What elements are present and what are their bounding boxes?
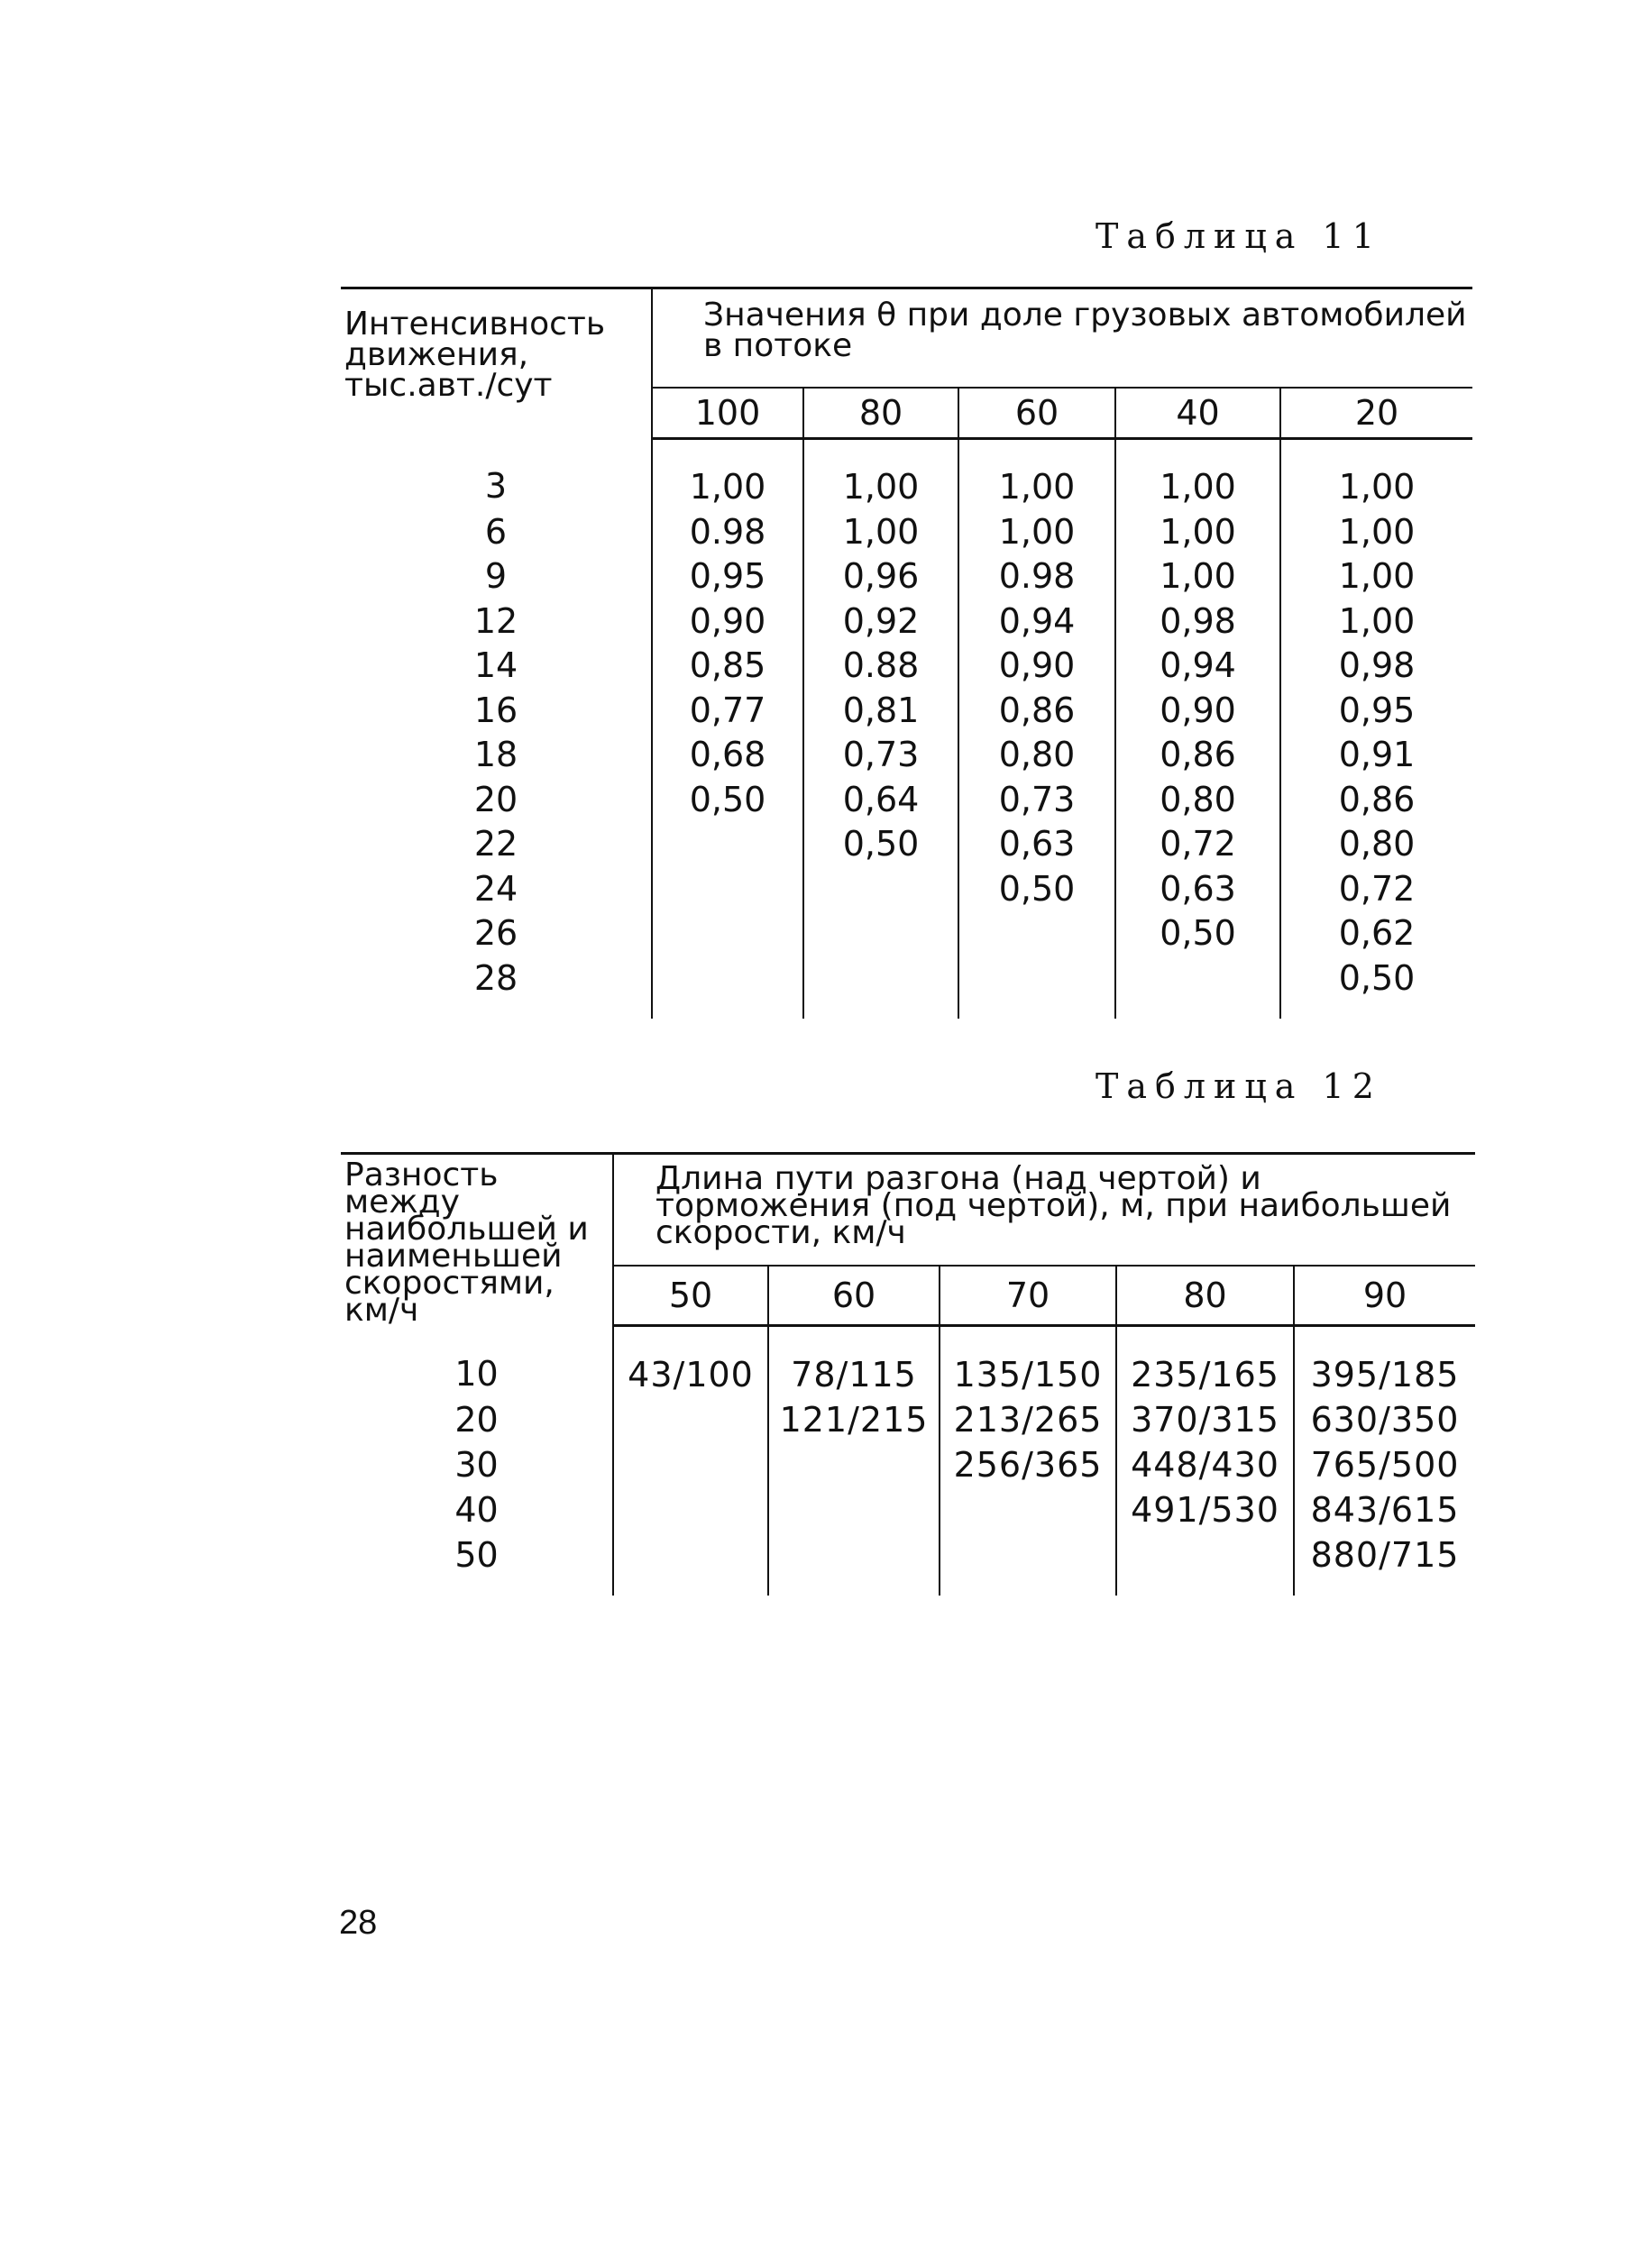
- table-11-cell: [652, 956, 803, 1020]
- table-11-cell: 0,72: [1280, 867, 1472, 912]
- table-12-cell: [613, 1442, 768, 1487]
- table-11-row-label: 6: [484, 511, 508, 552]
- table-12-row: [341, 1532, 1475, 1596]
- table-11-cell: [803, 911, 958, 956]
- table-11-cell: 0,50: [1280, 956, 1472, 1020]
- table-11-cell: [652, 911, 803, 956]
- table-12-caption: Таблица 12: [1096, 1066, 1382, 1106]
- table-12-cell: 370/315: [1116, 1397, 1294, 1442]
- table-12-cell: 630/350: [1294, 1397, 1475, 1442]
- table-11-cell: 0,94: [958, 599, 1115, 645]
- table-11-cell: 1,00: [958, 510, 1115, 555]
- table-11-cell: [958, 956, 1115, 1020]
- table-11-cell: 1,00: [1280, 510, 1472, 555]
- table-11-cell: 0,91: [1280, 733, 1472, 778]
- table-11-cell: [1115, 956, 1280, 1020]
- table-11-cell: 1,00: [1280, 554, 1472, 599]
- table-11-cell: 1,00: [803, 510, 958, 555]
- table-11-row: [341, 867, 1472, 912]
- table-11-cell: 0,50: [958, 867, 1115, 912]
- table-11-row: [341, 689, 1472, 734]
- table-11-cell: 0.98: [652, 510, 803, 555]
- table-11-col-header: 80: [803, 388, 958, 439]
- table-11-cell: 1,00: [958, 439, 1115, 510]
- table-11-row-label: 14: [473, 645, 518, 685]
- table-12: [341, 1152, 1475, 1596]
- table-12-col-header: 90: [1294, 1266, 1475, 1326]
- table-12-cell: 880/715: [1294, 1532, 1475, 1596]
- table-11-cell: 0,80: [1280, 822, 1472, 867]
- table-12-row-label: 10: [454, 1353, 499, 1394]
- table-11-row-label: 20: [473, 779, 518, 819]
- table-11-row-label: 9: [484, 556, 508, 596]
- table-11-cell: 0.88: [803, 644, 958, 689]
- table-11-cell: 0,95: [652, 554, 803, 599]
- table-11: [341, 287, 1472, 1019]
- table-12-cell: [613, 1532, 768, 1596]
- table-12-col-header: 70: [940, 1266, 1116, 1326]
- table-12-cell: 765/500: [1294, 1442, 1475, 1487]
- table-11-cell: 0,86: [1115, 733, 1280, 778]
- table-12-body: [341, 1326, 1475, 1596]
- table-11-cell: 0,85: [652, 644, 803, 689]
- table-11-cell: 0,80: [1115, 778, 1280, 823]
- table-11-row-label: 18: [473, 735, 518, 774]
- table-12-cell: 43/100: [613, 1326, 768, 1398]
- table-11-row-label: 12: [473, 600, 518, 641]
- table-11-cell: 1,00: [1280, 599, 1472, 645]
- table-11-row-label: 16: [473, 690, 518, 730]
- table-12-group-header: Длина пути разгона (над чертой) и торможения (под чертой), м, при наибольшей скорости, км/ч: [613, 1154, 1475, 1267]
- table-11-col-header: 100: [652, 388, 803, 439]
- table-11-row: [341, 599, 1472, 645]
- table-11-cell: 0,72: [1115, 822, 1280, 867]
- table-11-cell: 0,63: [1115, 867, 1280, 912]
- table-12-cell: [768, 1442, 940, 1487]
- table-11-cell: 0,50: [1115, 911, 1280, 956]
- table-11-cell: 0.98: [958, 554, 1115, 599]
- table-11-cell: 0,90: [1115, 689, 1280, 734]
- table-11-cell: 0,73: [803, 733, 958, 778]
- table-11-cell: 1,00: [1115, 510, 1280, 555]
- table-11-cell: 0,64: [803, 778, 958, 823]
- table-11-cell: 0,98: [1280, 644, 1472, 689]
- table-12-cell: 235/165: [1116, 1326, 1294, 1398]
- table-11-row-label: 24: [473, 868, 518, 909]
- table-12-cell: [1116, 1532, 1294, 1596]
- table-12-cell: 135/150: [940, 1326, 1116, 1398]
- table-11-cell: [803, 867, 958, 912]
- table-11-cell: 0,86: [1280, 778, 1472, 823]
- table-11-cell: 0,98: [1115, 599, 1280, 645]
- table-11-cell: 0,73: [958, 778, 1115, 823]
- table-12-cell: 213/265: [940, 1397, 1116, 1442]
- table-11-cell: 1,00: [1115, 439, 1280, 510]
- table-11-cell: 0,86: [958, 689, 1115, 734]
- table-12-row-label: 30: [454, 1445, 499, 1485]
- table-11-cell: [652, 822, 803, 867]
- table-11-row-header: Интенсивность движения, тыс.авт./сут: [344, 306, 606, 404]
- table-11-cell: 0,62: [1280, 911, 1472, 956]
- table-12-cell: 448/430: [1116, 1442, 1294, 1487]
- table-11-cell: 1,00: [803, 439, 958, 510]
- table-11-col-header: 20: [1280, 388, 1472, 439]
- table-11-row: [341, 510, 1472, 555]
- table-11-cell: 0,96: [803, 554, 958, 599]
- table-12-col-header: 80: [1116, 1266, 1294, 1326]
- table-12-cell: [940, 1487, 1116, 1532]
- table-12-cell: [613, 1397, 768, 1442]
- table-12-cell: [613, 1487, 768, 1532]
- table-12-col-header: 60: [768, 1266, 940, 1326]
- table-11-row-label: 26: [473, 913, 518, 953]
- table-11-row-label: 22: [473, 824, 518, 864]
- table-11-cell: 0,92: [803, 599, 958, 645]
- table-12-cell: 843/615: [1294, 1487, 1475, 1532]
- table-11-row: [341, 822, 1472, 867]
- table-11-cell: 1,00: [652, 439, 803, 510]
- table-11-cell: [803, 956, 958, 1020]
- table-11-cell: 0,50: [803, 822, 958, 867]
- table-11-row-label: 28: [473, 957, 518, 998]
- table-12-cell: 121/215: [768, 1397, 940, 1442]
- table-11-row: [341, 644, 1472, 689]
- table-12-cell: 256/365: [940, 1442, 1116, 1487]
- table-11-cell: 1,00: [1115, 554, 1280, 599]
- table-12-cell: [768, 1487, 940, 1532]
- table-12-cell: 395/185: [1294, 1326, 1475, 1398]
- table-12-row-header: Разность между наибольшей и наименьшей скоростями, км/ч: [344, 1157, 589, 1329]
- table-11-cell: 0,95: [1280, 689, 1472, 734]
- table-11-cell: 0,90: [652, 599, 803, 645]
- table-11-col-header: 40: [1115, 388, 1280, 439]
- table-11-cell: 0,77: [652, 689, 803, 734]
- table-11-cell: 0,81: [803, 689, 958, 734]
- table-12-col-header: 50: [613, 1266, 768, 1326]
- table-12-row: [341, 1326, 1475, 1398]
- table-12-row: [341, 1487, 1475, 1532]
- table-11-cell: 0,80: [958, 733, 1115, 778]
- table-11-cell: [652, 867, 803, 912]
- table-11-body: [341, 439, 1472, 1020]
- table-11-caption: Таблица 11: [1096, 216, 1382, 256]
- table-11-cell: [958, 911, 1115, 956]
- table-11-cell: 0,90: [958, 644, 1115, 689]
- table-11-row: [341, 911, 1472, 956]
- table-11-cell: 0,94: [1115, 644, 1280, 689]
- table-12-cell: [940, 1532, 1116, 1596]
- table-11-col-header: 60: [958, 388, 1115, 439]
- table-11-cell: 0,68: [652, 733, 803, 778]
- table-11-row-label: 3: [484, 465, 508, 506]
- table-11-cell: 0,63: [958, 822, 1115, 867]
- table-11-row: [341, 554, 1472, 599]
- table-12-row-label: 40: [454, 1490, 499, 1530]
- table-11-row: [341, 956, 1472, 1020]
- page-number: 28: [339, 1904, 378, 1942]
- table-12-cell: 491/530: [1116, 1487, 1294, 1532]
- table-11-row: [341, 439, 1472, 510]
- table-11-group-header: Значения θ при доле грузовых автомобилей в потоке: [652, 288, 1472, 389]
- table-12-row-label: 20: [454, 1400, 499, 1440]
- table-12-row-label: 50: [454, 1535, 499, 1575]
- table-11-cell: 1,00: [1280, 439, 1472, 510]
- table-12-cell: 78/115: [768, 1326, 940, 1398]
- table-11-row: [341, 733, 1472, 778]
- table-11-row: [341, 778, 1472, 823]
- table-12-row: [341, 1442, 1475, 1487]
- table-11-cell: 0,50: [652, 778, 803, 823]
- table-12-row: [341, 1397, 1475, 1442]
- table-12-cell: [768, 1532, 940, 1596]
